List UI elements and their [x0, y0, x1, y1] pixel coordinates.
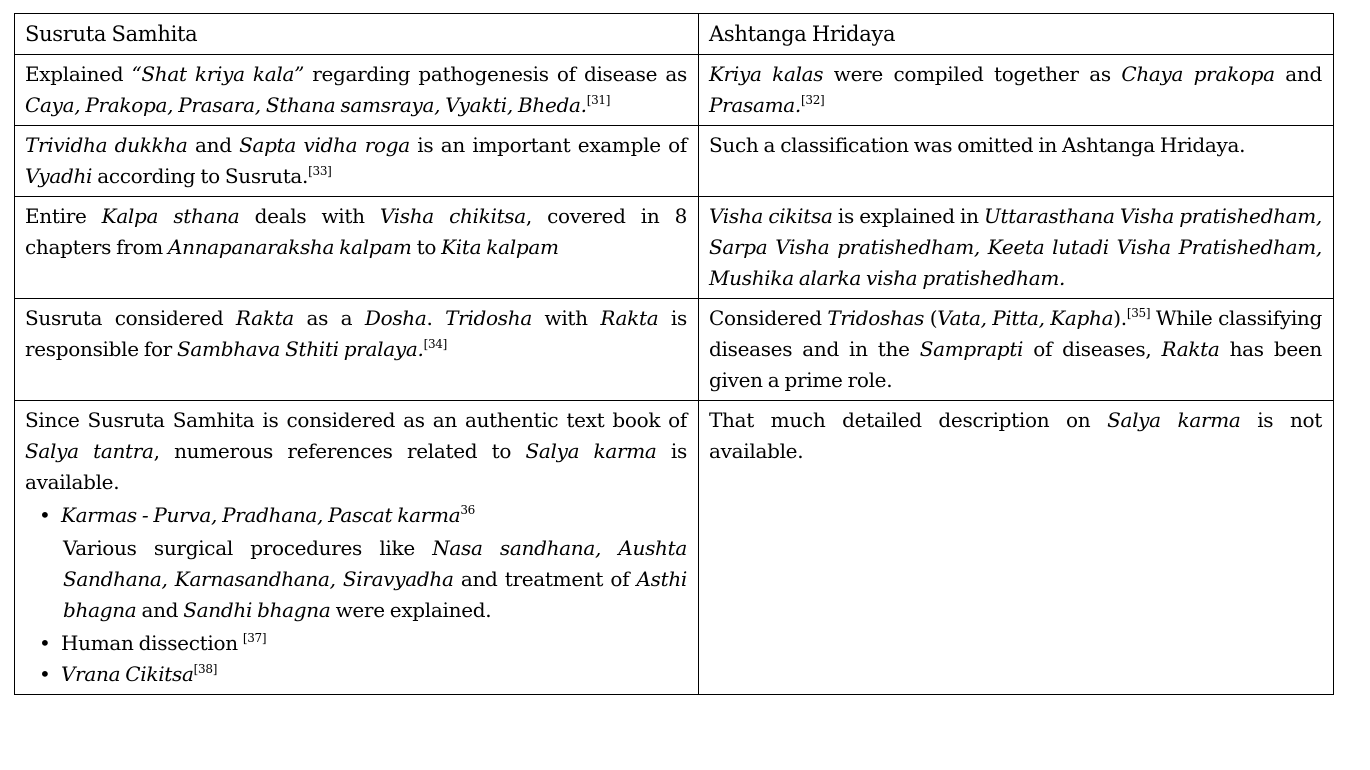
citation-ref: [35]: [1126, 306, 1151, 320]
cell-text: Since Susruta Samhita is considered as an authentic text book of: [25, 408, 687, 432]
cell-term: Nasa sandhana, Aushta Sandhana, Karnasandhana, Siravyadha: [63, 536, 687, 591]
cell-text: Susruta considered: [25, 306, 236, 330]
table-row: [15, 197, 1334, 299]
table-cell-susruta: [15, 401, 699, 695]
bullet-glyph: •: [39, 662, 51, 686]
cell-text: Entire: [25, 204, 102, 228]
cell-term: Annapanaraksha kalpam: [168, 235, 412, 259]
table-cell-susruta: [15, 197, 699, 299]
cell-text: and: [136, 598, 184, 622]
cell-term: Chaya prakopa: [1121, 62, 1275, 86]
cell-text: Human dissection: [61, 631, 243, 655]
cell-term: Visha cikitsa: [709, 204, 833, 228]
cell-term: Sapta vidha roga: [239, 133, 410, 157]
cell-text: with: [531, 306, 601, 330]
table-row: [15, 299, 1334, 401]
cell-term: Karmas - Purva, Pradhana, Pascat karma: [61, 503, 461, 527]
cell-term: Visha chikitsa: [379, 204, 526, 228]
header-susruta-samhita: Susruta Samhita: [15, 14, 699, 55]
table-cell-susruta: [15, 55, 699, 126]
cell-term: Tridosha: [445, 306, 532, 330]
cell-term: Trividha dukkha: [25, 133, 188, 157]
cell-text: Explained: [25, 62, 132, 86]
citation-ref: [34]: [423, 337, 448, 351]
bullet-glyph: •: [39, 503, 51, 527]
citation-ref: [37]: [242, 631, 267, 645]
cell-paragraph: [25, 405, 687, 498]
cell-text: Various surgical procedures like: [63, 536, 433, 560]
table-cell-ashtanga: [699, 299, 1334, 401]
cell-text: regarding pathogenesis of disease as: [304, 62, 687, 86]
cell-text: is not available.: [709, 408, 1323, 463]
cell-text: That much detailed description on: [709, 408, 1108, 432]
cell-term: Rakta: [600, 306, 659, 330]
cell-text: as a: [293, 306, 365, 330]
table-cell-ashtanga: [699, 197, 1334, 299]
cell-text: ).: [1113, 306, 1127, 330]
bullet-list: [25, 628, 687, 690]
cell-text: according to Susruta.: [92, 164, 309, 188]
cell-text: While classifying diseases and in the: [709, 306, 1323, 361]
cell-text: is responsible for: [25, 306, 687, 361]
bullet-glyph: •: [39, 631, 51, 655]
cell-text: is available.: [25, 439, 687, 494]
citation-ref: [33]: [308, 164, 332, 178]
cell-term: Rakta: [1161, 337, 1220, 361]
cell-term: “Shat kriya kala”: [131, 62, 305, 86]
cell-term: Tridoshas: [827, 306, 925, 330]
cell-text: and: [187, 133, 240, 157]
cell-term: Salya karma: [525, 439, 657, 463]
cell-text: , covered in 8 chapters from: [25, 204, 687, 259]
table-cell-susruta: [15, 126, 699, 197]
cell-term: Asthi bhagna: [63, 567, 687, 622]
comparison-table: [14, 13, 1334, 695]
cell-term: Vyadhi: [25, 164, 93, 188]
cell-term: Kalpa sthana: [101, 204, 240, 228]
table-row: [15, 126, 1334, 197]
cell-text: is explained in: [832, 204, 984, 228]
cell-text: , numerous references related to: [153, 439, 526, 463]
cell-term: Kita kalpam: [441, 235, 559, 259]
list-item: [39, 500, 687, 531]
cell-term: Sambhava Sthiti pralaya.: [177, 337, 424, 361]
cell-text: (: [924, 306, 938, 330]
cell-text: deals with: [239, 204, 380, 228]
citation-ref: [32]: [800, 93, 825, 107]
cell-text: Such a classification was omitted in Ashtanga Hridaya.: [709, 133, 1246, 157]
cell-text: to: [411, 235, 442, 259]
header-ashtanga-hridaya: Ashtanga Hridaya: [699, 14, 1334, 55]
citation-ref: [31]: [586, 93, 611, 107]
cell-term: Salya tantra: [25, 439, 154, 463]
cell-term: Vata, Pitta, Kapha: [937, 306, 1114, 330]
cell-text: and treatment of: [453, 567, 637, 591]
table-cell-ashtanga: [699, 126, 1334, 197]
cell-term: Rakta: [235, 306, 294, 330]
cell-term: Sandhi bhagna: [183, 598, 331, 622]
list-item: [39, 628, 687, 659]
cell-term: Kriya kalas: [709, 62, 824, 86]
cell-term: Dosha: [364, 306, 427, 330]
cell-text: is an important example of: [409, 133, 688, 157]
cell-term: Prasama.: [709, 93, 801, 117]
cell-term: Caya, Prakopa, Prasara, Sthana samsraya, Vyakti, Bheda.: [25, 93, 587, 117]
table-row: [15, 401, 1334, 695]
cell-text: has been given a prime role.: [709, 337, 1322, 392]
table-cell-ashtanga: [699, 401, 1334, 695]
table-cell-susruta: [15, 299, 699, 401]
cell-text: of diseases,: [1023, 337, 1162, 361]
citation-ref: 36: [460, 503, 475, 517]
cell-text: and: [1274, 62, 1322, 86]
cell-text: .: [426, 306, 446, 330]
table-header-row: [15, 14, 1334, 55]
table-row: [15, 55, 1334, 126]
list-item: [39, 659, 687, 690]
cell-text: Considered: [709, 306, 828, 330]
cell-term: Uttarasthana Visha pratishedham, Sarpa Visha pratishedham, Keeta lutadi Visha Pratishedham, Mushika alarka visha pratishedham.: [709, 204, 1322, 290]
cell-term: Samprapti: [919, 337, 1024, 361]
cell-term: Vrana Cikitsa: [61, 662, 194, 686]
bullet-list: [25, 500, 687, 531]
citation-ref: [38]: [193, 662, 218, 676]
cell-term: Salya karma: [1107, 408, 1241, 432]
bullet-subtext: [63, 533, 687, 626]
cell-text: were compiled together as: [823, 62, 1122, 86]
table-cell-ashtanga: [699, 55, 1334, 126]
cell-text: were explained.: [330, 598, 492, 622]
